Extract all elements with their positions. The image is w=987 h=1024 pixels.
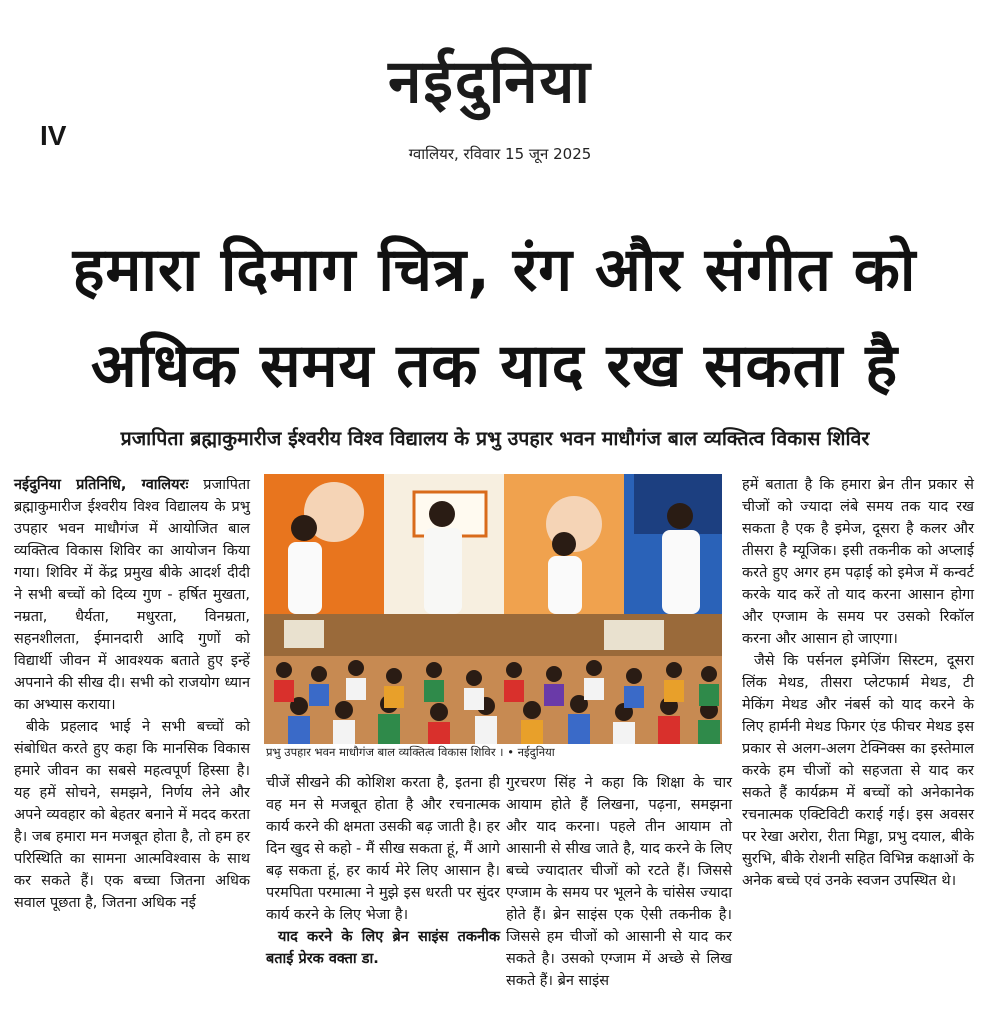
article-column-1 (14, 474, 250, 914)
photo-caption: प्रभु उपहार भवन माधौगंज बाल व्यक्तित्व विकास शिविर । • नईदुनिया (266, 745, 555, 759)
dateline: ग्वालियर, रविवार 15 जून 2025 (408, 145, 592, 163)
headline-line-1: हमारा दिमाग चित्र, रंग और संगीत को (72, 235, 917, 305)
article-column-4 (742, 474, 974, 892)
headline-line-2: अधिक समय तक याद रख सकता है (90, 331, 899, 401)
byline: नईदुनिया प्रतिनिधि, ग्वालियरः (14, 477, 189, 493)
headline (12, 222, 977, 414)
article-paragraph: जैसे कि पर्सनल इमेजिंग सिस्टम, दूसरा लिंक मेथड, तीसरा प्लेटफार्म मेथड, टी मेकिंग मेथड और नंबर्स को याद करने के लिए हार्मनी मेथड फिगर एंड फीचर मेथड इस प्रकार से अलग-अलग टेक्निक्स का इस्तेमाल करके हम चीजों को सहजता से याद कर सकते हैं कार्यक्रम में बच्चों को अनेकानेक रचनात्मक एक्टिविटी कराई गई। इस अवसर पर रेखा अरोरा, रीता मिड्ढा, प्रभु दयाल, बीके सुरभि, बीके रोशनी सहित विभिन्न कक्षाओं के अनेक बच्चे एवं उनके स्वजन उपस्थित थे। (742, 653, 974, 889)
article-paragraph: बीके प्रहलाद भाई ने सभी बच्चों को संबोधित करते हुए कहा कि मानसिक विकास हमारे जीवन का सबसे महत्वपूर्ण हिस्सा है। यह हमें सोचने, समझने, निर्णय लेने और अपने व्यवहार को बेहतर बनाने में मदद करता है। जब हमारा मन मजबूत होता है, तो हम हर परिस्थिति का सामना आत्मविश्वास के साथ कर सकते हैं। एक बच्चा जितना अधिक सवाल पूछता है, जितना अधिक नई (14, 719, 250, 911)
page-number: IV (40, 120, 67, 151)
article-text: प्रजापिता ब्रह्माकुमारीज ईश्वरीय विश्व विद्यालय के प्रभु उपहार भवन माधौगंज में आयोजित बाल व्यक्तित्व विकास शिविर का आयोजन किया गया। शिविर में केंद्र प्रमुख बीके आदर्श दीदी ने सभी बच्चों को दिव्य गुण - हर्षित मुखता, नम्रता, धैर्यता, मधुरता, विनम्रता, सहनशीलता, ईमानदारी आदि गुणों को विद्यार्थी जीवन में आवश्यक बताते हुए इन्हें अपनाने की सीख दी। सभी को राजयोग ध्यान का अभ्यास कराया। (14, 477, 251, 713)
event-photo (264, 474, 722, 744)
article-paragraph (14, 474, 250, 716)
article-paragraph: चीजें सीखने की कोशिश करता है, इतना ही वह मन से मजबूत होता है और रचनात्मक कार्य करने की क्षमता उसकी बढ़ जाती है। हर दिन खुद से कहो - मैं सीख सकता हूं, मैं आगे बढ़ सकता हूं, हर कार्य मेरे लिए आसान है। परमपिता परमात्मा ने मुझे इस धरती पर सुंदर कार्य करने के लिए भेजा है। (266, 775, 500, 923)
masthead: नईदुनिया (388, 47, 592, 117)
article-subheading: याद करने के लिए ब्रेन साइंस तकनीक बताई प्रेरक वक्ता डा. (266, 929, 500, 967)
article-column-3 (506, 772, 732, 992)
article-paragraph: हमें बताता है कि हमारा ब्रेन तीन प्रकार से चीजों को ज्यादा लंबे समय तक याद रख सकता है एक है इमेज, दूसरा है कलर और तीसरा है म्यूजिक। इसी तकनीक को अप्लाई करते हुए अगर हम पढ़ाई को इमेज में कन्वर्ट करके याद करें तो याद करना आसान होगा और एग्जाम के समय पर उसको रिकॉल करना और आसान हो जाएगा। (742, 477, 974, 647)
article-paragraph: गुरचरण सिंह ने कहा कि शिक्षा के चार आयाम होते हैं लिखना, पढ़ना, समझना और याद करना। पहले तीन आयाम तो आसानी से सीख जाते है, याद करने के लिए बच्चे ज्यादातर चीजों को रटते हैं। जिससे एग्जाम के समय पर भूलने के चांसेस ज्यादा होते हैं। ब्रेन साइंस एक ऐसी तकनीक है। जिससे हम चीजों को आसानी से याद कर सकते है। उसको एग्जाम में अच्छे से लिख सकते हैं। ब्रेन साइंस (506, 775, 732, 989)
subheadline: प्रजापिता ब्रह्माकुमारीज ईश्वरीय विश्व विद्यालय के प्रभु उपहार भवन माधौगंज बाल व्यक्तित्व विकास शिविर (120, 427, 870, 450)
article-column-2 (266, 772, 500, 970)
